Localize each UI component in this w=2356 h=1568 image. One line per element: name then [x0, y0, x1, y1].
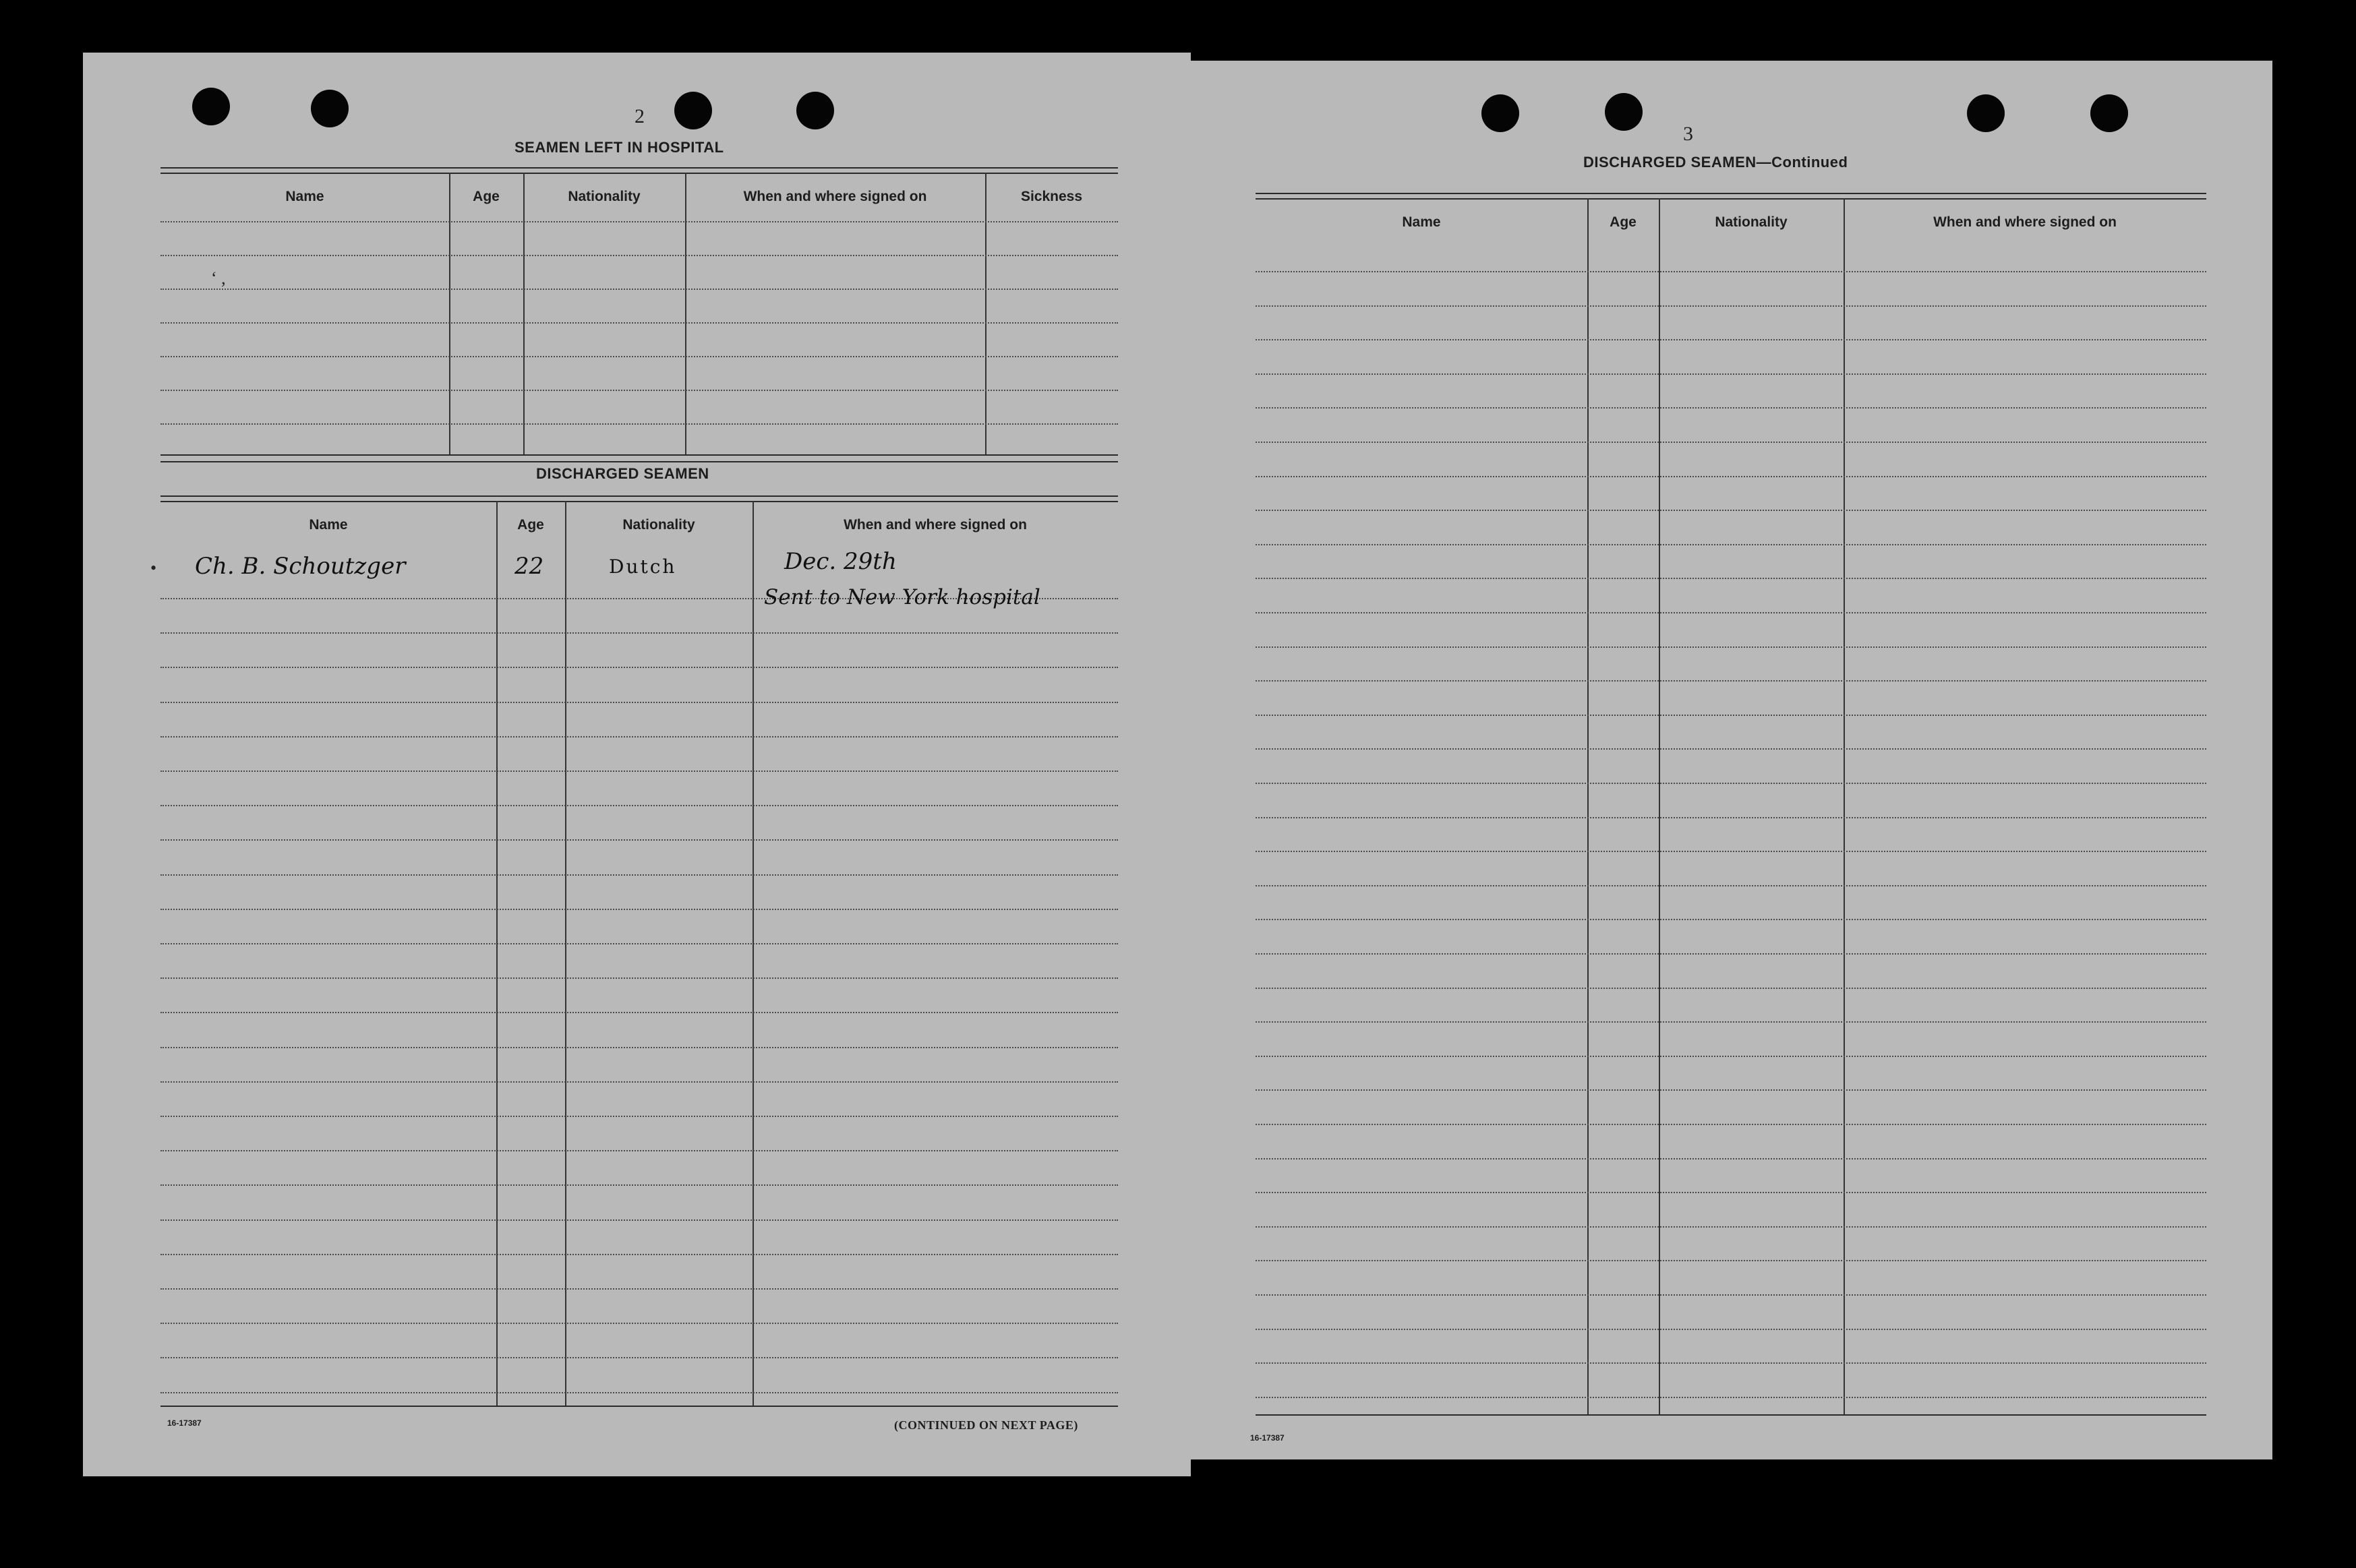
- ruled-line: [160, 667, 1118, 668]
- punch-hole: [311, 90, 349, 127]
- ruled-line: [1256, 1021, 2206, 1023]
- ruled-line: [1256, 783, 2206, 784]
- ruled-line: [1256, 1362, 2206, 1364]
- ruled-line: [160, 1392, 1118, 1393]
- column-header: When and where signed on: [743, 189, 927, 204]
- ruled-line: [160, 771, 1118, 772]
- punch-hole: [2090, 94, 2128, 132]
- stray-mark: ‘ ,: [211, 268, 226, 288]
- column-header: Nationality: [1715, 214, 1788, 230]
- discharged-section-title: DISCHARGED SEAMEN: [536, 465, 709, 482]
- ruled-line: [160, 1357, 1118, 1358]
- column-header: Name: [1402, 214, 1441, 230]
- punch-hole: [1481, 94, 1519, 132]
- ruled-line: [1256, 407, 2206, 409]
- ruled-line: [1256, 1158, 2206, 1159]
- seaman-nationality: Dutch: [609, 555, 677, 578]
- left-page: [83, 53, 1191, 1476]
- form-number: 16-17387: [1250, 1433, 1285, 1443]
- ruled-line: [160, 1254, 1118, 1255]
- punch-hole: [796, 92, 834, 129]
- ruled-line: [1256, 1329, 2206, 1330]
- ruled-line: [160, 1150, 1118, 1151]
- ruled-line: [1256, 339, 2206, 340]
- punch-hole: [674, 92, 712, 129]
- ruled-line: [160, 1081, 1118, 1083]
- ruled-line: [1256, 885, 2206, 886]
- hospital-section-title: SEAMEN LEFT IN HOSPITAL: [514, 139, 724, 156]
- ruled-line: [1256, 988, 2206, 989]
- ruled-line: [1256, 1226, 2206, 1228]
- right-section-title: DISCHARGED SEAMEN—Continued: [1583, 154, 1848, 171]
- seaman-age: 22: [514, 553, 544, 580]
- ruled-line: [1256, 1089, 2206, 1091]
- ruled-line: [160, 874, 1118, 876]
- column-header: Name: [309, 517, 348, 533]
- ruled-line: [1256, 851, 2206, 852]
- ruled-line: [160, 909, 1118, 910]
- column-header: Age: [473, 189, 500, 204]
- ruled-line: [1256, 953, 2206, 955]
- ruled-line: [1256, 442, 2206, 443]
- ruled-line: [1256, 1056, 2206, 1057]
- ruled-line: [1256, 271, 2206, 272]
- ruled-line: [160, 977, 1118, 979]
- column-header: When and where signed on: [844, 517, 1027, 533]
- ruled-line: [1256, 646, 2206, 648]
- ruled-line: [1256, 1124, 2206, 1125]
- column-header: When and where signed on: [1933, 214, 2117, 230]
- ruled-line: [160, 1288, 1118, 1290]
- continued-note: (CONTINUED ON NEXT PAGE): [894, 1418, 1078, 1432]
- column-header: Nationality: [568, 189, 641, 204]
- signed-on-note: Sent to New York hospital: [764, 585, 1040, 609]
- ruled-line: [1256, 1260, 2206, 1261]
- ruled-line: [160, 1012, 1118, 1013]
- discharged-table: [160, 495, 1118, 1412]
- ruled-line: [160, 736, 1118, 737]
- signed-on-date: Dec. 29th: [784, 548, 897, 575]
- ruled-line: [1256, 373, 2206, 375]
- column-header: Age: [517, 517, 544, 533]
- hospital-table: [160, 167, 1118, 504]
- ruled-line: [160, 839, 1118, 841]
- ruled-line: [160, 1219, 1118, 1221]
- punch-hole: [1967, 94, 2005, 132]
- column-header: Name: [285, 189, 324, 204]
- ruled-line: [1256, 510, 2206, 511]
- column-header: Sickness: [1020, 189, 1083, 204]
- ruled-line: [1256, 1294, 2206, 1296]
- seaman-name: Ch. B. Schoutzger: [195, 553, 406, 580]
- right-page: [1181, 61, 2272, 1459]
- column-header: Age: [1610, 214, 1637, 230]
- ruled-line: [160, 1116, 1118, 1117]
- page-number: 2: [635, 105, 645, 127]
- row-bullet: •: [150, 558, 157, 578]
- ruled-line: [160, 702, 1118, 703]
- ruled-line: [1256, 305, 2206, 307]
- ruled-line: [1256, 612, 2206, 613]
- ruled-line: [160, 632, 1118, 634]
- ruled-line: [160, 1323, 1118, 1324]
- ruled-line: [1256, 476, 2206, 477]
- punch-hole: [192, 88, 230, 125]
- ruled-line: [1256, 578, 2206, 579]
- form-number: 16-17387: [167, 1418, 202, 1428]
- ruled-line: [1256, 1397, 2206, 1398]
- ruled-line: [1256, 748, 2206, 750]
- punch-hole: [1605, 93, 1643, 131]
- ruled-line: [1256, 1192, 2206, 1193]
- discharged-continued-table: [1256, 193, 2206, 1433]
- column-header: Nationality: [622, 517, 695, 533]
- ruled-line: [1256, 544, 2206, 545]
- ruled-line: [160, 943, 1118, 944]
- page-number: 3: [1683, 123, 1693, 145]
- ruled-line: [160, 1184, 1118, 1186]
- ruled-line: [1256, 715, 2206, 716]
- ruled-line: [1256, 919, 2206, 920]
- ruled-line: [160, 1047, 1118, 1048]
- ruled-line: [1256, 680, 2206, 682]
- ruled-line: [160, 805, 1118, 806]
- ruled-line: [1256, 817, 2206, 818]
